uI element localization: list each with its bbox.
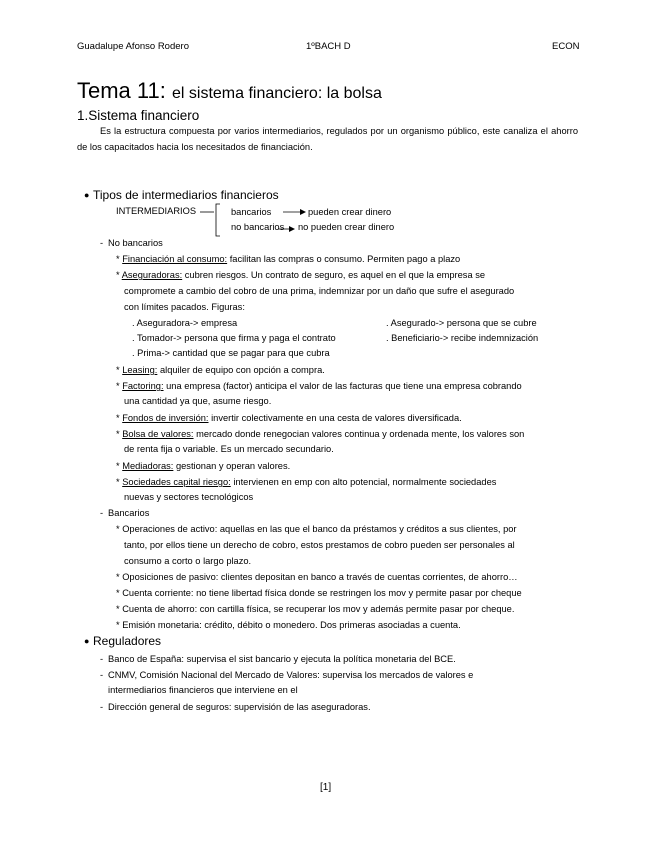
text: invertir colectivamente en una cesta de valores diversificada.: [211, 413, 462, 423]
activo-line-3: consumo a corto o largo plazo.: [124, 556, 252, 566]
reg-cnmv-line-2: intermediarios financieros que interviene en el: [108, 685, 298, 695]
item-mediadoras: [116, 459, 290, 475]
header-subject: ECON: [552, 41, 580, 52]
term: Aseguradoras:: [121, 270, 183, 280]
term: Leasing:: [122, 365, 158, 375]
bullet-dot: ●: [84, 636, 90, 646]
text: Cuenta de ahorro: con cartilla física, se recuperar los mov y además permite pasar por cheque.: [122, 604, 515, 614]
item-leasing: [116, 363, 325, 379]
text: Operaciones de activo: aquellas en las que el banco da préstamos y créditos a sus clientes, por: [122, 524, 517, 534]
star-marker: *: [116, 588, 123, 598]
intro-paragraph: Es la estructura compuesta por varios intermediarios, regulados por un organismo público, este canaliza el ahorro de los capacitados hacia los necesitados de financiación.: [77, 126, 578, 152]
item-sociedades: [116, 475, 496, 491]
bullet-dot: ●: [84, 190, 90, 200]
reg-cnmv: CNMV, Comisión Nacional del Mercado de Valores: supervisa los mercados de valores e: [108, 670, 474, 680]
star-marker: *: [116, 620, 123, 630]
intermediarios-label: INTERMEDIARIOS: [116, 206, 197, 216]
page-title: [77, 78, 382, 104]
item-cuenta-ahorro: [116, 602, 514, 618]
bancarios-heading: Bancarios: [108, 508, 150, 518]
star-marker: *: [116, 477, 123, 487]
star-marker: *: [116, 413, 123, 423]
text: Oposiciones de pasivo: clientes depositan en banco a través de cuentas corrientes, de ahorro…: [122, 572, 518, 582]
section-heading: 1.Sistema financiero: [77, 108, 200, 123]
star-marker: *: [116, 270, 122, 280]
bolsa-line-2: de renta fija o variable. Es un mercado secundario.: [124, 444, 334, 454]
text: alquiler de equipo con opción a compra.: [159, 365, 325, 375]
item-cuenta-corriente: [116, 586, 522, 602]
text: cubren riesgos. Un contrato de seguro, es aquel en el que la empresa se: [184, 270, 486, 280]
figura-aseguradora: . Aseguradora-> empresa: [132, 318, 238, 328]
header-author: Guadalupe Afonso Rodero: [77, 41, 189, 52]
star-marker: *: [116, 254, 123, 264]
text: Cuenta corriente: no tiene libertad física donde se restringen los mov y permite pasar por cheque: [122, 588, 522, 598]
item-activo: [116, 522, 517, 538]
star-marker: *: [116, 365, 123, 375]
sociedades-line-2: nuevas y sectores tecnológicos: [124, 492, 254, 502]
text: intervienen en emp con alto potencial, normalmente sociedades: [233, 477, 497, 487]
text: mercado donde renegocian valores continua y ordenada mente, los valores son: [196, 429, 525, 439]
activo-line-2: tanto, por ellos tiene un derecho de cobro, estos prestamos de cobro pueden ser personales al: [124, 540, 515, 550]
star-marker: *: [116, 381, 123, 391]
no-bancarios-heading: No bancarios: [108, 238, 163, 248]
item-fondos: [116, 411, 462, 427]
dash-marker: -: [100, 508, 104, 518]
item-emision: [116, 618, 461, 634]
title-sub: el sistema financiero: la bolsa: [171, 85, 382, 102]
reg-bde: Banco de España: supervisa el sist bancario y ejecuta la política monetaria del BCE.: [108, 654, 456, 664]
dash-marker: -: [100, 654, 104, 664]
item-bolsa: [116, 427, 524, 443]
star-marker: *: [116, 604, 123, 614]
text: Emisión monetaria: crédito, débito o monedero. Dos primeras asociadas a cuenta.: [122, 620, 461, 630]
text: una empresa (factor) anticipa el valor de las facturas que tiene una empresa cobrando: [166, 381, 522, 391]
reguladores-heading: Reguladores: [93, 634, 162, 648]
item-factoring: [116, 379, 522, 395]
term: Bolsa de valores:: [122, 429, 194, 439]
title-main: Tema 11:: [77, 78, 166, 103]
tipos-heading: Tipos de intermediarios financieros: [93, 188, 279, 202]
no-bancarios-label: no bancarios: [231, 222, 285, 232]
bancarios-result: pueden crear dinero: [308, 207, 392, 217]
star-marker: *: [116, 429, 123, 439]
star-marker: *: [116, 524, 123, 534]
term: Financiación al consumo:: [122, 254, 228, 264]
text: gestionan y operan valores.: [175, 461, 291, 471]
term: Factoring:: [122, 381, 164, 391]
figura-asegurado: . Asegurado-> persona que se cubre: [386, 318, 537, 328]
item-financiacion: [116, 252, 460, 268]
term: Fondos de inversión:: [122, 413, 209, 423]
aseg-line-3: con límites pacados. Figuras:: [124, 302, 245, 312]
no-bancarios-result: no pueden crear dinero: [298, 222, 395, 232]
item-pasivo: [116, 570, 518, 586]
dash-marker: -: [100, 702, 104, 712]
figura-beneficiario: . Beneficiario-> recibe indemnización: [386, 333, 539, 343]
page-number: [1]: [320, 782, 332, 793]
factoring-line-2: una cantidad ya que, asume riesgo.: [124, 396, 272, 406]
reg-dgs: Dirección general de seguros: supervisión de las aseguradoras.: [108, 702, 371, 712]
dash-marker: -: [100, 238, 104, 248]
bancarios-label: bancarios: [231, 207, 272, 217]
header-course: 1ºBACH D: [306, 41, 351, 52]
dash-marker: -: [100, 670, 104, 680]
star-marker: *: [116, 572, 123, 582]
figura-tomador: . Tomador-> persona que firma y paga el contrato: [132, 333, 336, 343]
item-aseguradoras: [116, 268, 485, 284]
star-marker: *: [116, 461, 123, 471]
term: Sociedades capital riesgo:: [122, 477, 231, 487]
aseg-line-2: compromete a cambio del cobro de una prima, indemnizar por un daño que sufre el asegurado: [124, 286, 515, 296]
term: Mediadoras:: [122, 461, 174, 471]
figura-prima: . Prima-> cantidad que se pagar para que cubra: [132, 348, 330, 358]
text: facilitan las compras o consumo. Permiten pago a plazo: [229, 254, 461, 264]
